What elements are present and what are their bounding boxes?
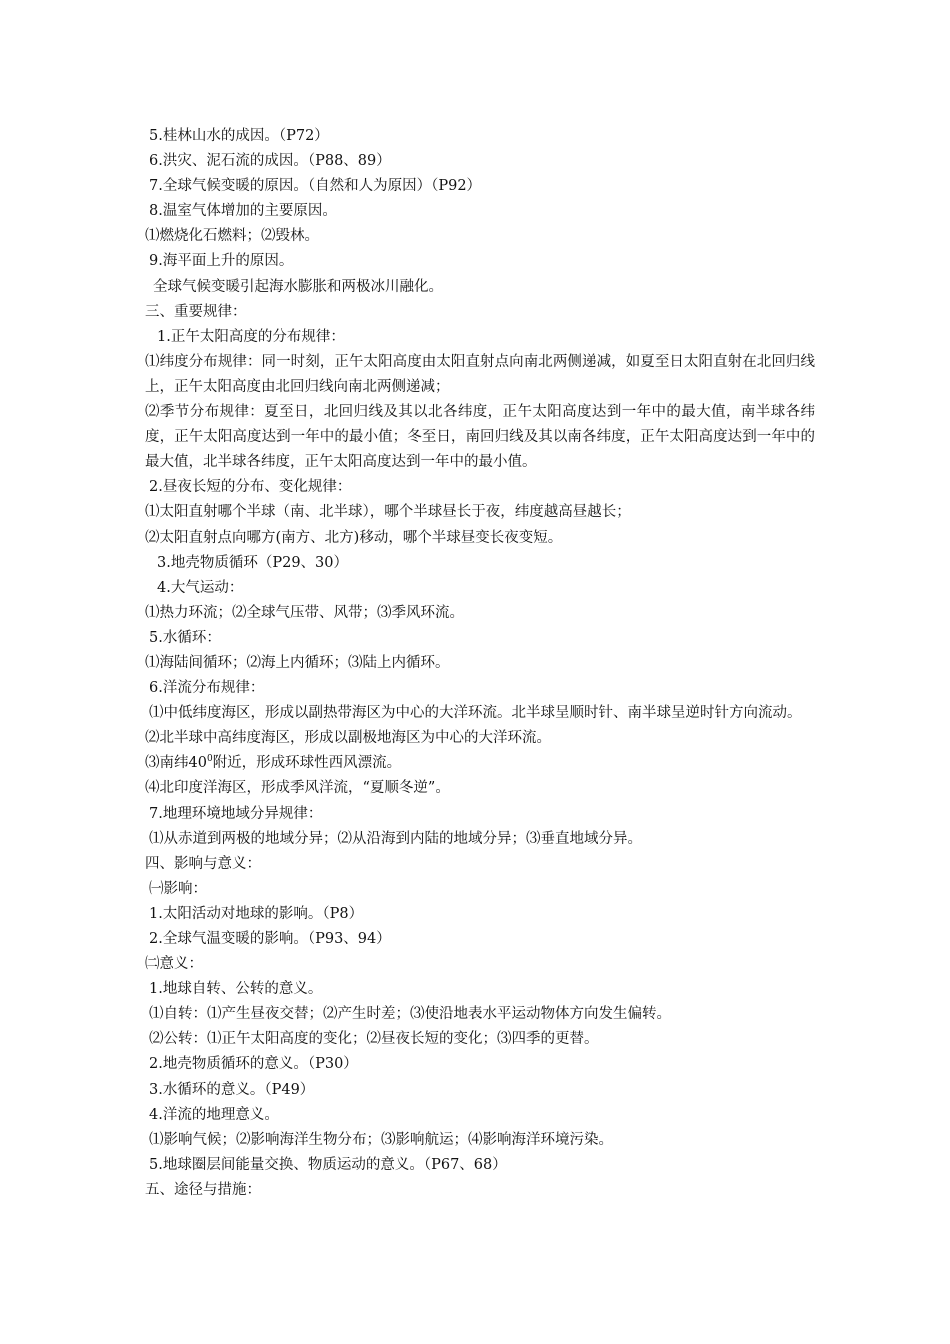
text-line: 3.水循环的意义。（P49） — [149, 1081, 315, 1098]
text-line: ㈠影响： — [149, 880, 207, 897]
text-line: 7.地理环境地域分异规律： — [149, 805, 323, 822]
text-line: ⑵太阳直射点向哪方(南方、北方)移动，哪个半球昼变长夜变短。 — [145, 529, 563, 546]
paragraph: ⑵季节分布规律：夏至日，北回归线及其以北各纬度，正午太阳高度达到一年中的最大值，南半球各纬度，正午太阳高度达到一年中的最小值；冬至日，南回归线及其以南各纬度，正午太阳高度达到一年中的最大值，北半球各纬度，正午太阳高度达到一年中的最小值。 — [145, 404, 815, 471]
text-segment: 附近，形成环球性西风漂流。 — [212, 755, 402, 772]
text-line: ⑴自转：⑴产生昼夜交替；⑵产生时差；⑶使沿地表水平运动物体方向发生偏转。 — [149, 1006, 671, 1023]
text-line: ⑵公转：⑴正午太阳高度的变化；⑵昼夜长短的变化；⑶四季的更替。 — [149, 1031, 599, 1048]
text-line: 5.水循环： — [149, 629, 221, 646]
text-line: 1.太阳活动对地球的影响。（P8） — [149, 905, 364, 922]
section-heading: 五、途径与措施： — [145, 1181, 261, 1198]
text-line: 5.桂林山水的成因。（P72） — [149, 128, 329, 144]
degree-superscript: 0 — [206, 754, 213, 765]
text-line: 5.地球圈层间能量交换、物质运动的意义。（P67、68） — [149, 1156, 507, 1173]
section-heading: 四、影响与意义： — [145, 855, 261, 872]
text-line: 全球气候变暖引起海水膨胀和两极冰川融化。 — [153, 278, 443, 295]
text-line: ⑴太阳直射哪个半球（南、北半球），哪个半球昼长于夜，纬度越高昼越长； — [145, 504, 631, 521]
text-line: ⑴热力环流；⑵全球气压带、风带；⑶季风环流。 — [145, 604, 464, 621]
text-line: 2.地壳物质循环的意义。（P30） — [149, 1056, 358, 1073]
text-line: ⑷北印度洋海区，形成季风洋流，“夏顺冬逆”。 — [145, 780, 450, 797]
text-line: 4.洋流的地理意义。 — [149, 1106, 279, 1123]
text-line: ⑴海陆间循环；⑵海上内循环；⑶陆上内循环。 — [145, 654, 450, 671]
text-line: 9.海平面上升的原因。 — [149, 253, 294, 270]
text-line: ㈡意义： — [145, 956, 203, 973]
text-segment: ⑶南纬40 — [145, 755, 207, 772]
section-heading: 三、重要规律： — [145, 303, 247, 320]
text-line: 8.温室气体增加的主要原因。 — [149, 203, 337, 220]
text-line: 4.大气运动： — [157, 579, 244, 596]
text-line: ⑴从赤道到两极的地域分异；⑵从沿海到内陆的地域分异；⑶垂直地域分异。 — [149, 830, 642, 847]
text-line: 7.全球气候变暖的原因。（自然和人为原因）（P92） — [149, 178, 482, 195]
text-line: 3.地壳物质循环（P29、30） — [157, 554, 348, 571]
text-line: 2.昼夜长短的分布、变化规律： — [149, 479, 352, 496]
text-line: 6.洪灾、泥石流的成因。（P88、89） — [149, 153, 391, 170]
text-line: 1.正午太阳高度的分布规律： — [157, 328, 345, 345]
text-line: 1.地球自转、公转的意义。 — [149, 981, 323, 998]
text-line: ⑴燃烧化石燃料；⑵毁林。 — [145, 228, 319, 245]
text-line: ⑵北半球中高纬度海区，形成以副极地海区为中心的大洋环流。 — [145, 730, 551, 747]
document-body — [145, 124, 815, 1203]
paragraph: ⑴中低纬度海区，形成以副热带海区为中心的大洋环流。北半球呈顺时针、南半球呈逆时针方向流动。 — [149, 705, 802, 722]
text-line: ⑴影响气候；⑵影响海洋生物分布；⑶影响航运；⑷影响海洋环境污染。 — [149, 1131, 613, 1148]
text-line: 6.洋流分布规律： — [149, 680, 265, 697]
text-line: 2.全球气温变暖的影响。（P93、94） — [149, 931, 391, 947]
text-line — [145, 751, 815, 776]
paragraph: ⑴纬度分布规律：同一时刻，正午太阳高度由太阳直射点向南北两侧递减，如夏至日太阳直射在北回归线上，正午太阳高度由北回归线向南北两侧递减； — [145, 353, 815, 395]
